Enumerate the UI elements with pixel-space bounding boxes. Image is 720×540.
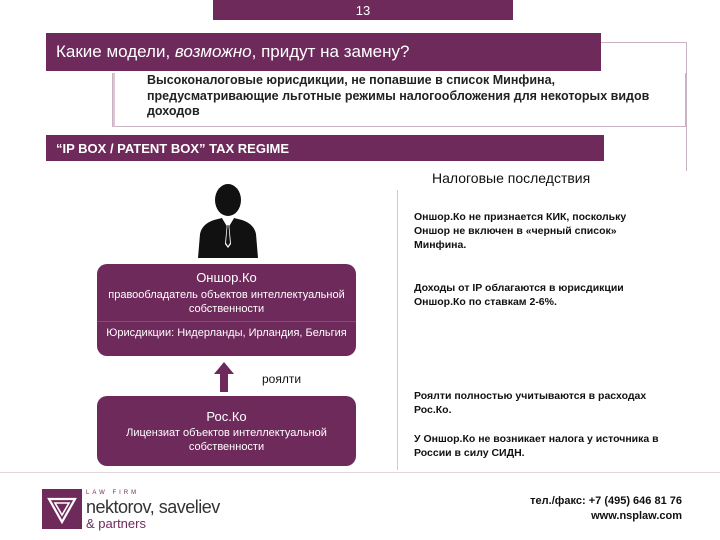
onshore-company-box xyxy=(97,264,356,356)
person-icon xyxy=(196,182,260,258)
consequence-item: Роялти полностью учитываются в расходах Рос.Ко. xyxy=(414,390,647,416)
logo-mark-icon xyxy=(42,489,82,529)
logo-caption: LAW FIRM xyxy=(86,490,140,496)
royalty-arrow-icon xyxy=(211,360,237,394)
contact-site[interactable]: www.nsplaw.com xyxy=(591,510,682,522)
consequence-item: Оншор.Ко не признается КИК, поскольку Оншор не включен в «черный список» Минфина. xyxy=(414,211,627,251)
russian-company-box xyxy=(97,396,356,466)
contact-info xyxy=(530,494,682,524)
rusco-desc: Лицензиат объектов интеллектуальной собственности xyxy=(126,427,327,453)
page-title: Какие модели, возможно, придут на замену? xyxy=(46,33,601,71)
royalty-label: роялти xyxy=(262,372,302,386)
footer-divider xyxy=(0,472,720,473)
page-number: 13 xyxy=(213,0,513,20)
logo-name: nektorov, saveliev xyxy=(86,497,220,517)
subtitle: Высоконалоговые юрисдикции, не попавшие в список Минфина, предусматривающие льготные режимы налогообложения для некоторых видов доходов xyxy=(112,73,686,127)
regime-title: “IP BOX / PATENT BOX” TAX REGIME xyxy=(46,135,604,161)
consequences-title: Налоговые последствия xyxy=(432,170,591,186)
logo-partners: & partners xyxy=(86,516,146,531)
contact-phone: тел./факс: +7 (495) 646 81 76 xyxy=(530,495,682,507)
onshore-name: Оншор.Ко xyxy=(196,270,257,285)
divider xyxy=(397,190,398,470)
onshore-desc: правообладатель объектов интеллектуальной собственности xyxy=(108,289,345,315)
rusco-name: Рос.Ко xyxy=(206,409,247,424)
consequence-item: У Оншор.Ко не возникает налога у источника в России в силу СИДН. xyxy=(414,433,659,459)
consequence-item: Доходы от IP облагаются в юрисдикции Оншор.Ко по ставкам 2-6%. xyxy=(414,282,624,308)
onshore-jurisdictions: Юрисдикции: Нидерланды, Ирландия, Бельгия xyxy=(106,327,347,339)
